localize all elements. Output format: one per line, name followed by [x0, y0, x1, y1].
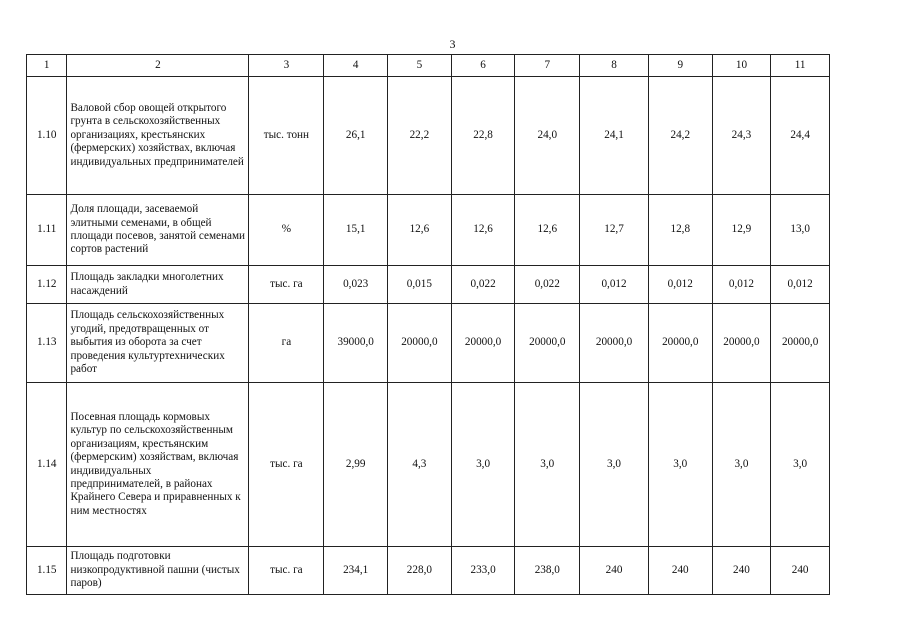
value-cell-col-6: 12,6 — [451, 195, 515, 266]
value-cell-col-6: 20000,0 — [451, 304, 515, 383]
value-cell-col-11: 3,0 — [771, 383, 830, 547]
value-cell-col-11: 20000,0 — [771, 304, 830, 383]
column-header-1: 1 — [27, 55, 67, 77]
value-cell-col-4: 0,023 — [324, 266, 388, 304]
value-cell-col-6: 233,0 — [451, 547, 515, 595]
value-cell-col-5: 20000,0 — [388, 304, 452, 383]
table-row — [27, 547, 830, 595]
value-cell-col-5: 12,6 — [388, 195, 452, 266]
value-cell-col-10: 240 — [712, 547, 771, 595]
indicator-name: Площадь сельскохозяйственных угодий, предотвращенных от выбытия из оборота за счет проведения культуртехнических работ — [67, 304, 249, 383]
value-cell-col-8: 0,012 — [580, 266, 649, 304]
value-cell-col-6: 22,8 — [451, 77, 515, 195]
value-cell-col-7: 24,0 — [515, 77, 580, 195]
value-cell-col-9: 0,012 — [648, 266, 712, 304]
value-cell-col-7: 20000,0 — [515, 304, 580, 383]
value-cell-col-10: 0,012 — [712, 266, 771, 304]
value-cell-col-11: 0,012 — [771, 266, 830, 304]
column-header-6: 6 — [451, 55, 515, 77]
column-header-5: 5 — [388, 55, 452, 77]
value-cell-col-7: 12,6 — [515, 195, 580, 266]
table-body — [27, 77, 830, 595]
value-cell-col-7: 238,0 — [515, 547, 580, 595]
unit-of-measure: тыс. га — [249, 266, 324, 304]
table-row — [27, 304, 830, 383]
unit-of-measure: тыс. тонн — [249, 77, 324, 195]
value-cell-col-9: 24,2 — [648, 77, 712, 195]
value-cell-col-10: 3,0 — [712, 383, 771, 547]
table-header-row — [27, 55, 830, 77]
column-header-11: 11 — [771, 55, 830, 77]
value-cell-col-8: 3,0 — [580, 383, 649, 547]
value-cell-col-10: 12,9 — [712, 195, 771, 266]
value-cell-col-8: 20000,0 — [580, 304, 649, 383]
unit-of-measure: тыс. га — [249, 383, 324, 547]
value-cell-col-9: 240 — [648, 547, 712, 595]
value-cell-col-7: 0,022 — [515, 266, 580, 304]
value-cell-col-4: 39000,0 — [324, 304, 388, 383]
value-cell-col-9: 3,0 — [648, 383, 712, 547]
value-cell-col-5: 0,015 — [388, 266, 452, 304]
table-row — [27, 266, 830, 304]
value-cell-col-5: 4,3 — [388, 383, 452, 547]
row-number: 1.14 — [27, 383, 67, 547]
value-cell-col-8: 24,1 — [580, 77, 649, 195]
indicator-name: Посевная площадь кормовых культур по сельскохозяйственным организациям, крестьянским (фермерским) хозяйствам, включая индивидуальных предпринимателей, в районах Крайнего Севера и приравненных к ним местностях — [67, 383, 249, 547]
indicator-name: Доля площади, засеваемой элитными семенами, в общей площади посевов, занятой семенами сортов растений — [67, 195, 249, 266]
page-number: 3 — [449, 37, 456, 51]
value-cell-col-4: 234,1 — [324, 547, 388, 595]
value-cell-col-11: 240 — [771, 547, 830, 595]
value-cell-col-8: 240 — [580, 547, 649, 595]
column-header-3: 3 — [249, 55, 324, 77]
unit-of-measure: % — [249, 195, 324, 266]
value-cell-col-4: 2,99 — [324, 383, 388, 547]
indicator-name: Площадь закладки многолетних насаждений — [67, 266, 249, 304]
table-row — [27, 195, 830, 266]
value-cell-col-10: 24,3 — [712, 77, 771, 195]
row-number: 1.15 — [27, 547, 67, 595]
indicator-name: Площадь подготовки низкопродуктивной пашни (чистых паров) — [67, 547, 249, 595]
value-cell-col-6: 0,022 — [451, 266, 515, 304]
column-header-2: 2 — [67, 55, 249, 77]
unit-of-measure: тыс. га — [249, 547, 324, 595]
value-cell-col-11: 13,0 — [771, 195, 830, 266]
value-cell-col-9: 20000,0 — [648, 304, 712, 383]
value-cell-col-5: 22,2 — [388, 77, 452, 195]
value-cell-col-4: 26,1 — [324, 77, 388, 195]
column-header-9: 9 — [648, 55, 712, 77]
unit-of-measure: га — [249, 304, 324, 383]
table-row — [27, 383, 830, 547]
row-number: 1.13 — [27, 304, 67, 383]
value-cell-col-9: 12,8 — [648, 195, 712, 266]
value-cell-col-11: 24,4 — [771, 77, 830, 195]
column-header-8: 8 — [580, 55, 649, 77]
value-cell-col-8: 12,7 — [580, 195, 649, 266]
value-cell-col-6: 3,0 — [451, 383, 515, 547]
row-number: 1.11 — [27, 195, 67, 266]
indicator-name: Валовой сбор овощей открытого грунта в сельскохозяйственных организациях, крестьянских (фермерских) хозяйствах, включая индивидуальных предпринимателей — [67, 77, 249, 195]
value-cell-col-10: 20000,0 — [712, 304, 771, 383]
table-row — [27, 77, 830, 195]
row-number: 1.12 — [27, 266, 67, 304]
row-number: 1.10 — [27, 77, 67, 195]
indicators-table — [26, 54, 830, 595]
value-cell-col-4: 15,1 — [324, 195, 388, 266]
value-cell-col-5: 228,0 — [388, 547, 452, 595]
column-header-4: 4 — [324, 55, 388, 77]
value-cell-col-7: 3,0 — [515, 383, 580, 547]
column-header-10: 10 — [712, 55, 771, 77]
column-header-7: 7 — [515, 55, 580, 77]
